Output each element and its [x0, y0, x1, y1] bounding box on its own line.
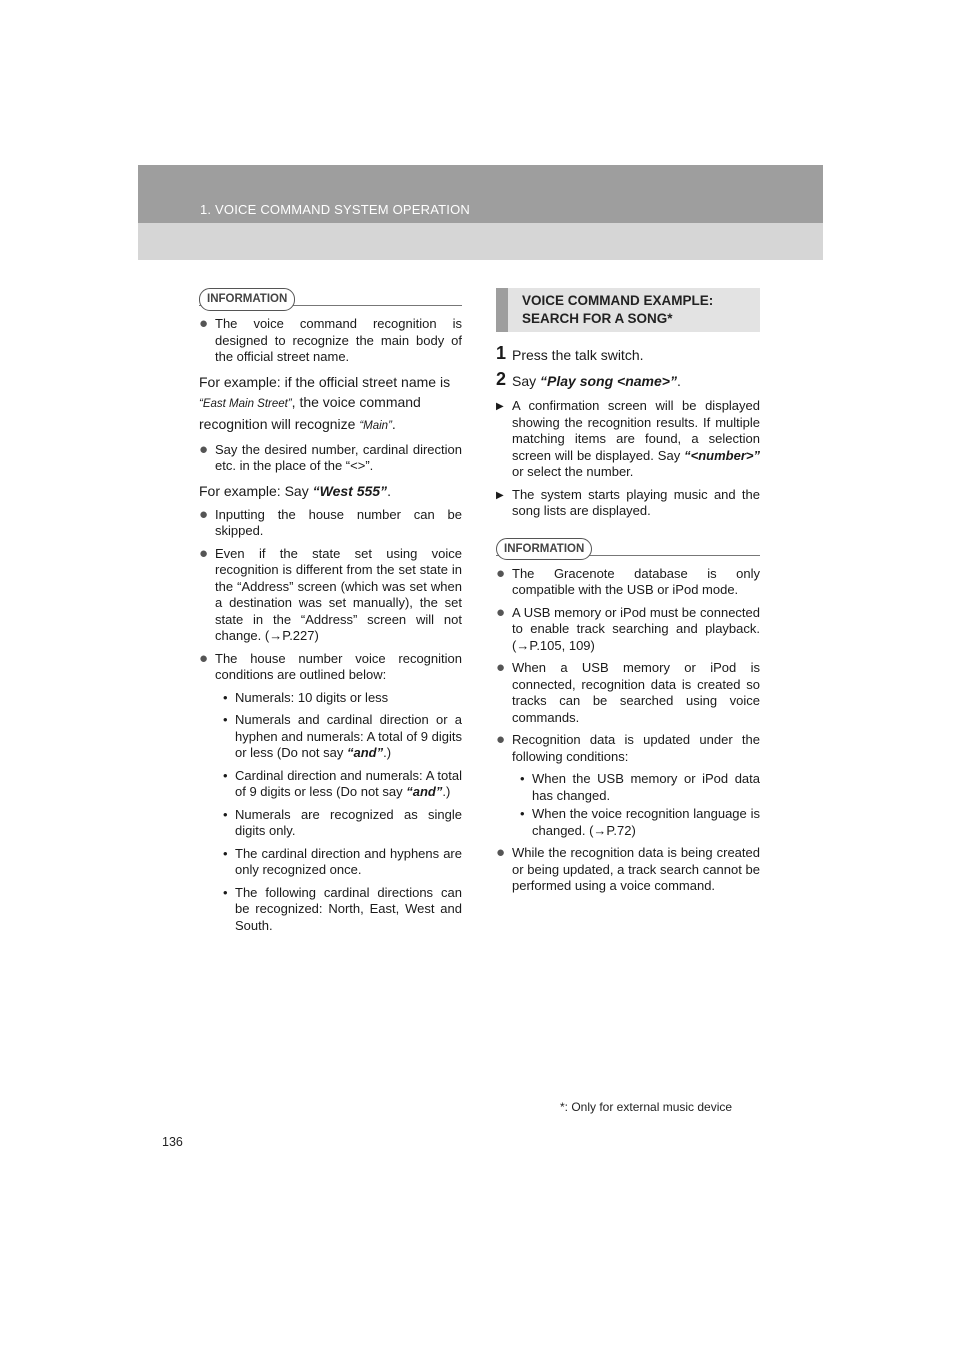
sub-item: [215, 768, 462, 801]
heading-line: SEARCH FOR A SONG*: [522, 311, 673, 326]
bullet-circle-icon: ●: [496, 564, 506, 582]
information-header: [199, 288, 462, 310]
information-tag: INFORMATION: [199, 288, 295, 311]
info-bullet: [199, 507, 462, 540]
sub-text: .): [442, 784, 451, 799]
header-bar: [138, 165, 823, 223]
sub-text: Numerals and cardinal direction or a hyphen and numerals: A total of 9 digits or less (Do not say: [235, 712, 462, 760]
bullet-text: When a USB memory or iPod is connected, recognition data is created so tracks can be searched using voice commands.: [512, 660, 760, 725]
bullet-circle-icon: ●: [199, 649, 209, 667]
bullet-command: “<number>”: [684, 447, 760, 463]
bullet-circle-icon: ●: [199, 315, 209, 332]
page-header: [138, 165, 823, 260]
bullet-text: The voice command recognition is designed to recognize the main body of the official street name.: [215, 316, 462, 364]
step-text: Press the talk switch.: [512, 347, 644, 363]
triangle-icon: ▶: [496, 401, 504, 412]
example-street: [199, 372, 462, 436]
result-bullet: [496, 487, 760, 520]
footnote: *: Only for external music device: [560, 1100, 733, 1114]
information-tag: INFORMATION: [496, 538, 592, 561]
bullet-text: The system starts playing music and the song lists are displayed.: [512, 486, 760, 518]
bullet-circle-icon: ●: [199, 440, 209, 458]
example-text: .: [391, 415, 396, 432]
bullet-circle-icon: ●: [496, 844, 506, 861]
step-2: [496, 369, 760, 390]
sub-text: When the voice recognition language is changed. (→P.72): [532, 806, 760, 838]
example-italic: “Main”: [359, 419, 392, 432]
heading-bar: [496, 288, 508, 332]
info-bullet: [199, 651, 462, 684]
step-command: “Play song <name>”: [540, 373, 677, 389]
example-command: “West 555”: [312, 482, 388, 499]
dot-icon: •: [520, 806, 525, 821]
example-text: For example: if the official street name is: [199, 373, 451, 390]
dot-icon: •: [223, 806, 228, 822]
sub-text: Numerals are recognized as single digits only.: [235, 806, 462, 838]
step-1: [496, 343, 760, 364]
bullet-text: While the recognition data is being created or being updated, a track search cannot be performed using a voice command.: [512, 845, 760, 893]
sub-text: The following cardinal directions can be recognized: North, East, West and South.: [235, 884, 462, 933]
step-number: 1: [496, 343, 507, 363]
info-bullet: [199, 442, 462, 475]
step-text: Say: [512, 373, 541, 389]
sub-item: [512, 771, 760, 804]
info-bullet: [496, 845, 760, 895]
sub-item: [215, 690, 462, 707]
sub-item: [215, 885, 462, 935]
info-bullet: [199, 316, 462, 366]
information-header: [496, 538, 760, 560]
example-text: For example: Say: [199, 482, 313, 499]
example-say: [199, 481, 462, 501]
heading-line: VOICE COMMAND EXAMPLE:: [522, 293, 714, 308]
info-bullet: [496, 566, 760, 599]
dot-icon: •: [223, 884, 228, 900]
sub-text: The cardinal direction and hyphens are only recognized once.: [235, 845, 462, 877]
bullet-circle-icon: ●: [199, 505, 209, 523]
result-bullet: [496, 398, 760, 481]
bullet-text: A confirmation screen will be displayed showing the recognition results. If multiple matching items are found, a selection screen will be displayed. Say: [512, 398, 760, 463]
example-italic: “East Main Street”: [199, 397, 292, 410]
bullet-text: A USB memory or iPod must be connected to enable track searching and playback. (→P.105, 109): [512, 604, 760, 653]
left-column: [199, 288, 462, 940]
bullet-text: Say the desired number, cardinal direction etc. in the place of the “<>”.: [215, 441, 462, 473]
sub-command: “and”: [406, 784, 443, 799]
section-heading: [496, 288, 760, 332]
example-text: , the voice command recognition will recognize: [199, 393, 421, 432]
dot-icon: •: [223, 845, 228, 861]
step-text: .: [676, 373, 681, 389]
example-text: .: [387, 482, 391, 499]
sub-text: Cardinal direction and numerals: A total of 9 digits or less (Do not say: [235, 767, 462, 799]
info-bullet: [496, 660, 760, 726]
sub-text: Numerals: 10 digits or less: [235, 689, 389, 705]
info-bullet: [496, 605, 760, 655]
sub-text: When the USB memory or iPod data has changed.: [532, 771, 760, 803]
triangle-icon: ▶: [496, 489, 504, 501]
dot-icon: •: [223, 689, 228, 705]
info-bullet: [199, 546, 462, 645]
sub-item: [215, 807, 462, 840]
right-column: [496, 288, 760, 901]
info-bullet: [496, 732, 760, 765]
bullet-circle-icon: ●: [496, 603, 506, 621]
bullet-circle-icon: ●: [199, 544, 209, 562]
sub-text: .): [383, 745, 392, 760]
bullet-text: The Gracenote database is only compatible with the USB or iPod mode.: [512, 565, 760, 597]
bullet-text: The house number voice recognition conditions are outlined below:: [215, 650, 462, 682]
sub-item: [215, 846, 462, 879]
sub-command: “and”: [347, 745, 384, 760]
dot-icon: •: [223, 767, 228, 783]
dot-icon: •: [223, 712, 228, 727]
bullet-text: or select the number.: [512, 464, 634, 479]
section-title: 1. VOICE COMMAND SYSTEM OPERATION: [200, 202, 471, 217]
sub-item: [215, 712, 462, 762]
bullet-text: Inputting the house number can be skipped.: [215, 506, 462, 538]
dot-icon: •: [520, 771, 525, 786]
step-number: 2: [496, 369, 507, 389]
bullet-text: Even if the state set using voice recognition is different from the set state in the “Address” screen (which was set when a destination was set manually), the set state in the “Address” screen will not change. (→P.227): [215, 545, 462, 643]
bullet-circle-icon: ●: [496, 731, 506, 748]
bullet-circle-icon: ●: [496, 659, 506, 676]
bullet-text: Recognition data is updated under the following conditions:: [512, 732, 760, 764]
page-number: 136: [162, 1135, 183, 1149]
heading-text: [522, 292, 713, 328]
sub-item: [512, 806, 760, 839]
